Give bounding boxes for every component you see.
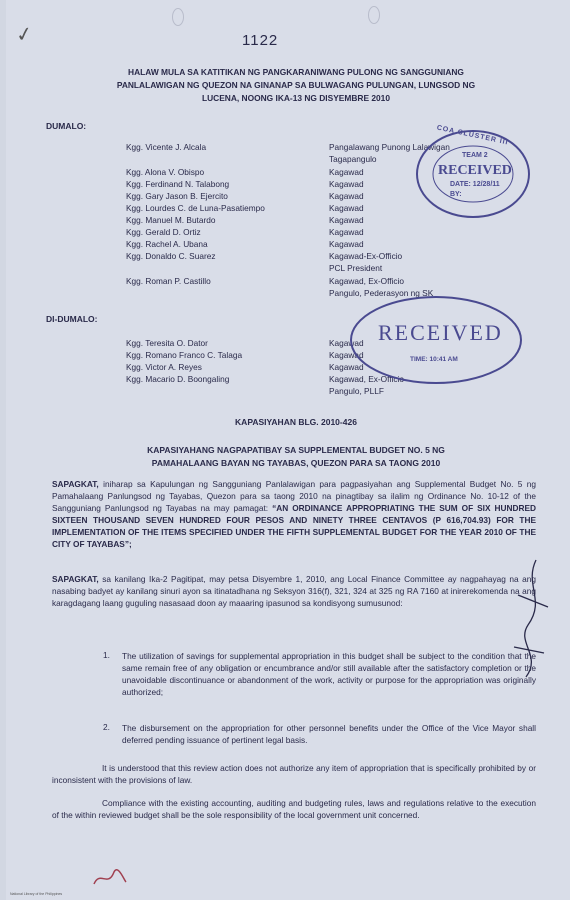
whereas-paragraph-2 — [52, 573, 536, 609]
resolution-title — [46, 444, 546, 470]
member-role: Kagawad, Ex-Officio — [329, 374, 405, 384]
resolution-title-line: KAPASIYAHANG NAGPAPATIBAY SA SUPPLEMENTAL BUDGET NO. 5 NG — [147, 445, 445, 455]
paragraph-text: iniharap sa Kapulungan ng Sangguniang Panlalawigan para pagpasiyahan ang Supplemental Budget No. 5 ng Pamahalaang Panlungsod ng Tayabas, Quezon para sa taong 2010 na pinagtibay sa ilalim ng Ordinance No. 10-12 of the Sangguniang Panlungsod ng Tayabas na may pamagat: — [52, 479, 536, 513]
binder-hole-right — [368, 6, 380, 24]
margin-signature-icon — [506, 555, 556, 695]
member-role: Kagawad — [329, 338, 364, 348]
member-name: Kgg. Vicente J. Alcala — [126, 142, 207, 152]
stamp-received-text: RECEIVED — [378, 320, 503, 345]
corner-check-mark: ✓ — [14, 22, 35, 48]
member-role: Kagawad — [329, 239, 364, 249]
condition-text: The disbursement on the appropriation for other personnel benefits under the Office of the Vice Mayor shall deferred pending issuance of pertinent legal basis. — [122, 723, 536, 745]
absent-label: DI-DUMALO: — [46, 314, 98, 324]
stamp-received-text: RECEIVED — [438, 163, 512, 178]
whereas-paragraph-1 — [52, 478, 536, 550]
member-name: Kgg. Romano Franco C. Talaga — [126, 350, 243, 360]
resolution-title-line: PAMAHALAANG BAYAN NG TAYABAS, QUEZON PARA SA TAONG 2010 — [151, 458, 441, 468]
member-role: Kagawad — [329, 191, 364, 201]
member-name: Kgg. Rachel A. Ubana — [126, 239, 208, 249]
whereas-lead: SAPAGKAT, — [52, 574, 99, 584]
member-role: Tagapangulo — [329, 154, 377, 164]
member-role: Kagawad — [329, 215, 364, 225]
stamp-line: DATE: 12/28/11 — [450, 181, 500, 188]
present-label: DUMALO: — [46, 121, 87, 131]
member-name: Kgg. Teresita O. Dator — [126, 338, 208, 348]
footer-text: National Library of the Philippines — [10, 892, 63, 896]
document-page — [6, 0, 570, 900]
member-name: Kgg. Donaldo C. Suarez — [126, 251, 216, 261]
member-row — [126, 386, 556, 398]
ordinance-title: “AN ORDINANCE APPROPRIATING THE SUM OF SIX HUNDRED SIXTEEN THOUSAND SEVEN HUNDRED FOUR PESOS AND NINETY THREE CENTAVOS (P 616,704.93) FOR THE IMPLEMENTATION OF THE ITEMS SPECIFIED UNDER THE FIFTH SUPPLEMENTAL BUDGET FOR THE YEAR 2010 OF THE CITY OF TAYABAS”; — [52, 503, 536, 549]
member-role: Kagawad — [329, 362, 364, 372]
member-role: PCL President — [329, 263, 383, 273]
member-role: Kagawad — [329, 179, 364, 189]
whereas-lead: SAPAGKAT, — [52, 479, 99, 489]
member-row — [126, 251, 556, 263]
member-row — [126, 227, 556, 239]
member-name: Kgg. Lourdes C. de Luna-Pasatiempo — [126, 203, 265, 213]
member-role: Kagawad — [329, 167, 364, 177]
condition-number: 2. — [103, 722, 110, 732]
office-received-stamp — [348, 294, 524, 386]
page-number: 1122 — [242, 32, 279, 49]
header-line: HALAW MULA SA KATITIKAN NG PANGKARANIWANG PULONG NG SANGGUNIANG — [128, 67, 464, 77]
member-row — [126, 276, 556, 288]
member-role: Kagawad — [329, 350, 364, 360]
coa-received-stamp — [414, 124, 532, 220]
paragraph-text: sa kanilang Ika-2 Pagitipat, may petsa Disyembre 1, 2010, ang Local Finance Committee ay nagpahayag na ang nasabing badyet ay kanilang sinuri ayon sa itinatadhana ng Seksyon 316(f), 321, 324 at 325 ng RA 7160 at inirerekomenda na ang karagdagang laang guguling nasasaad doon ay maaaring ipasunod sa kondisyong sumusunod: — [52, 574, 536, 608]
member-role: Kagawad-Ex-Officio — [329, 251, 403, 261]
member-role: Kagawad — [329, 227, 364, 237]
member-role: Kagawad, Ex-Officio — [329, 276, 405, 286]
member-name: Kgg. Gary Jason B. Ejercito — [126, 191, 228, 201]
review-paragraph: It is understood that this review action does not authorize any item of appropriation that is specifically prohibited by or inconsistent with the provisions of law. — [52, 763, 536, 785]
member-name: Kgg. Gerald D. Ortiz — [126, 227, 201, 237]
condition-number: 1. — [103, 650, 110, 660]
header-line: PANLALAWIGAN NG QUEZON NA GINANAP SA BULWAGANG PULUNGAN, LUNGSOD NG — [116, 80, 476, 90]
member-role: Kagawad — [329, 203, 364, 213]
minutes-header — [46, 66, 546, 105]
member-role: Pangulo, Pederasyon ng SK — [329, 288, 434, 298]
member-row — [126, 239, 556, 251]
member-name: Kgg. Roman P. Castillo — [126, 276, 211, 286]
member-name: Kgg. Alona V. Obispo — [126, 167, 205, 177]
condition-text: The utilization of savings for supplemental appropriation in this budget shall be subject to the condition that the same remain free of any obligation or encumbrance and/or still available after the satisfactory completion or the unavoidable discontinuance or abandonment of the work, activity or purpose for the appropriation was originally authorized; — [122, 651, 536, 697]
stamp-line: TIME: 10:41 AM — [410, 356, 458, 363]
member-role: Pangulo, PLLF — [329, 386, 384, 396]
binder-hole-left — [172, 8, 184, 26]
stamp-ring-text: COA CLUSTER III — [436, 124, 510, 147]
member-role: Pangalawang Punong Lalawigan — [329, 142, 450, 152]
initial-mark-icon — [90, 862, 130, 892]
member-row — [126, 263, 556, 275]
stamp-line: BY: — [450, 191, 462, 198]
member-name: Kgg. Victor A. Reyes — [126, 362, 202, 372]
resolution-number: KAPASIYAHAN BLG. 2010-426 — [235, 417, 357, 427]
member-name: Kgg. Manuel M. Butardo — [126, 215, 216, 225]
member-name: Kgg. Ferdinand N. Talabong — [126, 179, 230, 189]
compliance-paragraph: Compliance with the existing accounting, auditing and budgeting rules, laws and regulations relative to the execution of the within reviewed budget shall be the sole responsibility of the local government unit concerned. — [52, 798, 536, 820]
stamp-line: TEAM 2 — [462, 152, 488, 159]
header-line: LUCENA, NOONG IKA-13 NG DISYEMBRE 2010 — [201, 93, 390, 103]
member-name: Kgg. Macario D. Boongaling — [126, 374, 230, 384]
